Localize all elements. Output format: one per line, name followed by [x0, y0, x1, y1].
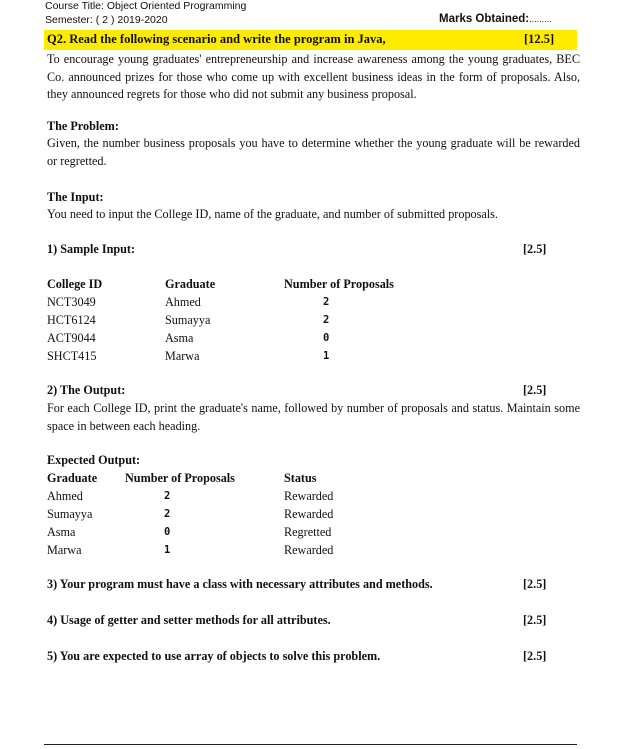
- sample-cell-id: HCT6124: [47, 313, 96, 327]
- question-title: Q2. Read the following scenario and write the program in Java,: [47, 32, 386, 46]
- sample-cell-id: SHCT415: [47, 349, 97, 363]
- question-marks: [12.5]: [524, 32, 555, 46]
- expected-col-proposals: Number of Proposals: [125, 471, 235, 485]
- expected-cell-graduate: Marwa: [47, 543, 82, 557]
- sample-cell-proposals: 2: [323, 296, 330, 308]
- sample-cell-graduate: Sumayya: [165, 313, 211, 327]
- expected-cell-proposals: 2: [164, 490, 171, 502]
- expected-col-status: Status: [284, 471, 317, 485]
- sample-cell-proposals: 1: [323, 350, 330, 362]
- expected-cell-graduate: Sumayya: [47, 507, 93, 521]
- sample-col-graduate: Graduate: [165, 277, 216, 291]
- sample-cell-id: ACT9044: [47, 331, 96, 345]
- expected-cell-graduate: Asma: [47, 525, 76, 539]
- input-heading: The Input:: [47, 190, 104, 204]
- input-text: You need to input the College ID, name of the graduate, and number of submitted proposals.: [47, 207, 498, 221]
- sample-cell-id: NCT3049: [47, 295, 96, 309]
- requirement-3: 3) Your program must have a class with necessary attributes and methods.: [47, 577, 433, 591]
- requirement-3-marks: [2.5]: [523, 577, 547, 591]
- expected-cell-proposals: 2: [164, 508, 171, 520]
- marks-obtained: [439, 13, 552, 25]
- requirement-5-marks: [2.5]: [523, 649, 547, 663]
- expected-cell-proposals: 0: [164, 526, 171, 538]
- expected-cell-proposals: 1: [164, 544, 171, 556]
- sample-input-heading: 1) Sample Input:: [47, 242, 136, 256]
- course-title: Course Title: Object Oriented Programming: [45, 0, 247, 12]
- expected-cell-status: Rewarded: [284, 507, 334, 521]
- output-marks: [2.5]: [523, 383, 547, 397]
- problem-heading: The Problem:: [47, 119, 119, 133]
- sample-cell-graduate: Ahmed: [165, 295, 201, 309]
- question-intro: To encourage young graduates' entrepreneurship and increase awareness among the young graduates, BEC Co. announced prizes for those who come up with excellent business ideas in the form of proposals. Also, they announced regrets for those who did not submit any business proposal.: [47, 52, 580, 101]
- sample-col-proposals: Number of Proposals: [284, 277, 394, 291]
- expected-cell-status: Regretted: [284, 525, 332, 539]
- output-heading: 2) The Output:: [47, 383, 126, 397]
- sample-cell-graduate: Asma: [165, 331, 194, 345]
- requirement-4-marks: [2.5]: [523, 613, 547, 627]
- sample-cell-proposals: 2: [323, 314, 330, 326]
- expected-cell-status: Rewarded: [284, 489, 334, 503]
- sample-input-marks: [2.5]: [523, 242, 547, 256]
- marks-obtained-label: Marks Obtained:: [439, 13, 530, 25]
- sample-cell-graduate: Marwa: [165, 349, 200, 363]
- problem-text: Given, the number business proposals you have to determine whether the young graduate will be rewarded or regretted.: [47, 136, 580, 168]
- marks-obtained-blank: .........: [529, 14, 552, 24]
- sample-col-college-id: College ID: [47, 277, 103, 291]
- requirement-5: 5) You are expected to use array of objects to solve this problem.: [47, 649, 381, 663]
- semester: Semester: ( 2 ) 2019-2020: [45, 14, 168, 26]
- expected-cell-graduate: Ahmed: [47, 489, 83, 503]
- output-text: For each College ID, print the graduate's name, followed by number of proposals and status. Maintain some space in between each heading.: [47, 401, 580, 433]
- requirement-4: 4) Usage of getter and setter methods for all attributes.: [47, 613, 331, 627]
- expected-output-heading: Expected Output:: [47, 453, 141, 467]
- expected-col-graduate: Graduate: [47, 471, 98, 485]
- footer-divider: [44, 744, 577, 745]
- expected-cell-status: Rewarded: [284, 543, 334, 557]
- sample-cell-proposals: 0: [323, 332, 330, 344]
